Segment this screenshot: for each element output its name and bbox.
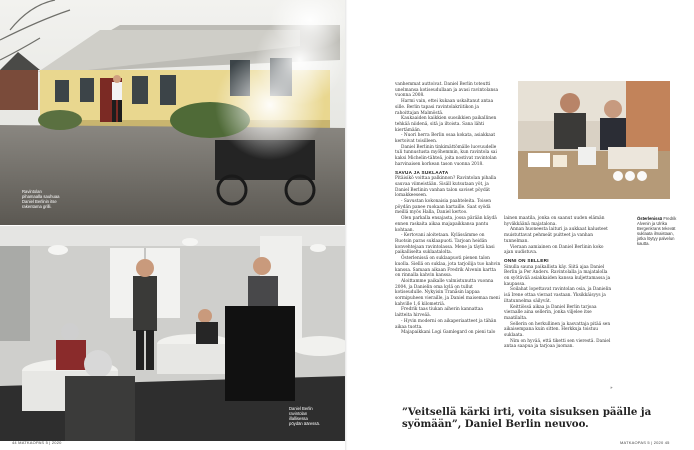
paragraph: Harmi vain, ettei kukaan uskaltanut antaa sille. Berlin tapasi ravintolakriitikon ja rahoittajan Malmöstä. (395, 99, 494, 116)
photo-restaurant-exterior-grill (0, 0, 347, 225)
caption-line: Ravintolan (22, 189, 42, 194)
portrait-illustration (518, 81, 670, 199)
pull-quote: ”Veitsellä kärki irti, voita sisuksen päälle ja syömään”, Daniel Berlin neuvoo. (402, 406, 652, 430)
paragraph: Nim on hyvää, että tiketti sen vierestä. Daniel antaa saapua ja tarjoaa juoman. (504, 338, 611, 350)
paragraph: Daniel Berlinin tinkimättömälle luovuudelle tuli tunnustusta myöhemmin, kun ravintola sai kaksi Michelin-tähteä, joita nostivat ravintolan harvinaisen korkean tason vuonna 2018. (395, 144, 497, 167)
photo-caption-top (22, 189, 82, 209)
gutter-shadow (345, 0, 349, 450)
caption-line: Daniel Berlin (289, 406, 313, 411)
paragraph: Fredrik taas tiukan aiherin kannattaa laitteita hirveää. (395, 307, 483, 319)
paragraph: - Hyvin moderni on aikaperiaatteet ja tähän aikaa tuotta. (395, 318, 497, 330)
section-heading: SAVUA JA SUKLAATA (395, 169, 449, 175)
folio-left: 44 MATKAOPAS 5 | 2020 (12, 440, 62, 445)
caption-line: Daniel Berlinin itse (22, 199, 57, 204)
paragraph: Kaukaaiden kaikkien suosikkien paikallinen tehkää niidenä, sitä ja iltoista. Sana lähti kiertämään. (395, 116, 497, 133)
text-column-1 (395, 82, 501, 336)
photo-dining-room (0, 226, 347, 441)
paragraph: Annan huoneesta laituri ja aukkaat kalusteet muistuttavat pehmeät puitteet ja vanhan tunnelman. (504, 227, 608, 244)
paragraph: - Nuori herra Berlin osaa kokata, asiakkaat kertoivat toisilleen. (395, 133, 496, 145)
paragraph: lainen maatila, jonka on saanut uuden elämän hyväkkäänä majatalona. (504, 216, 605, 227)
folio-right: MATKAOPAS 5 | 2020 45 (620, 440, 670, 445)
paragraph: vanhemmat auttoivat. Daniel Berlin toteutti unelmansa kotiseudullaan ja avasi ravintolansa vuonna 2008. (395, 82, 499, 99)
caption-line: pihamaalla sauhuaa (22, 194, 60, 199)
photo-chocolatiers (518, 81, 670, 199)
caption-line: pöydän ääressä. (289, 421, 320, 426)
caption-text: Fredrik Alvenin ja Ulrika Bergenkrans tekevät suklaata ilmaistaan, jotka löytyy palvelun kautta. (637, 216, 677, 246)
section-heading: ONNI ON SELLERI (504, 257, 549, 263)
paragraph: Vieraan aamiainen on Daniel Berlinin koko ajan uudistuva. (504, 244, 604, 256)
paragraph: Olen parkalla ensajasta, jossa pärään käydä ennen raskaita aikaa majapaikkansa pantu kohtaan. (395, 216, 497, 233)
paragraph: Aloittamme paikalle valmistunutta vuonna 2004, ja Danielin oma kylä on tullut kotiseudulle. Nykyisin Tranåsin lappaa sormipuheen vieraille, ja Daniel maisemaa meni kahville 1,6 kilometriä. (395, 278, 500, 307)
paragraph: Sinulla sauna paikallista käy. Siitä ajaa Daniel Berlin ja Per Anders. Ravintolalla ja majatalolla on syötävää asiakkaiden kanssa kuljettamassa ja kaupassa. (504, 264, 611, 287)
paragraph: Majapaikkani Logi Gamlegard on pieni talo (401, 330, 496, 336)
caption-line: ravintolan (289, 411, 308, 416)
text-column-2 (504, 216, 612, 350)
paragraph: Soilahat lopettavat ravintolan osia, ja Danielin isä Irene ottaa vieraat vastaan. Yksikkäisyys ja iltatunnelma säilyvät. (504, 287, 612, 304)
paragraph: - Savustan kokonaisia paahteleita. Toisen pöydän panee ruokaan kartaille. Saat syödä meillä myös Halla, Daniel kertoo. (395, 199, 491, 216)
caption-title: Österlenissä (637, 216, 663, 221)
caption-line: rakentama grilli. (22, 204, 52, 209)
paragraph: Keittiössä aikaa ja Daniel Berlin tarjoaa vieraalle aina sellerin, jonka viljelee itse maatilalta. (504, 304, 597, 321)
paragraph: Pitäisikö voittaa palkinnon? Ravintolan pihalla sauvaa viimeistään. Sisäll kutsutaan yöt, ja Daniel Berlinin vanhan talon saviset pöydät lomakkeeseen. (395, 176, 497, 199)
paragraph: - Kertovani aloitetaan. Kylässämme on Ruotsin paras suklaapuoti. Tarjoan heidän konvehtejaan ravintolassa. Mene ja täytä kasi paikalliselta suklaatalolta. (395, 233, 495, 256)
photo-caption-right (637, 216, 677, 246)
photo-caption-bottom (289, 406, 339, 426)
continue-mark: » (610, 386, 613, 391)
paragraph: Sellerin on herkullinen ja kasvattaja pitää sen aikaisempana kuin sitten. Herkkuja toistuu suklaata. (504, 321, 611, 339)
paragraph: Österlenissä on suklaapuoti pienen talon kuolla. Siellä on suklaa, jota tarjoilija tuo kahvin kanssa. Samaan aikaan Fredrik Alvenin kartta on rinnalla kahvin kanssa. (395, 256, 501, 279)
caption-line: illallisessa (289, 416, 308, 421)
